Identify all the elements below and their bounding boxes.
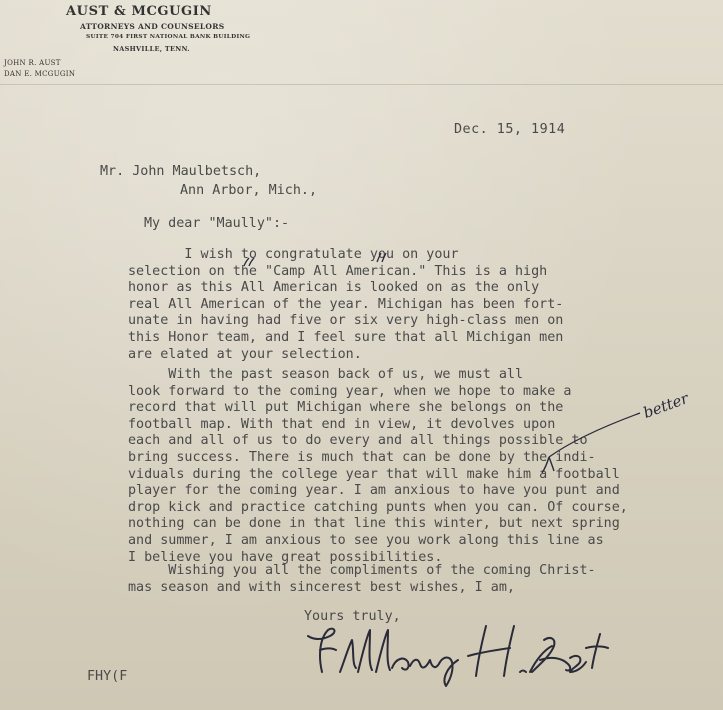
partner-name: JOHN R. AUST	[4, 59, 61, 67]
recipient-name: Mr. John Maulbetsch,	[100, 164, 262, 179]
firm-address: SUITE 704 FIRST NATIONAL BANK BUILDING	[86, 34, 251, 40]
partner-name: DAN E. MCGUGIN	[4, 70, 76, 78]
body-paragraph: Wishing you all the compliments of the coming Christ- mas season and with sincerest best wishes, I am,	[128, 563, 596, 595]
body-paragraph: With the past season back of us, we must all look forward to the coming year, when we hope to make a record that will put Michigan where she belongs on the football map. With that end in view, it devolves upon each and all of us to do every and all things possible to bring success. There is much that can be done by the indi- viduals during the college year that will make him a football player for the coming year. I am anxious to have you punt and drop kick and practice catching punts when you can. Of course, nothing can be done in that line this winter, but next spring and summer, I am anxious to see you work along this line as I believe you have great possibilities.	[128, 367, 628, 565]
signature	[300, 610, 610, 690]
firm-subtitle: ATTORNEYS AND COUNSELORS	[80, 22, 225, 31]
handwritten-correction: better	[640, 389, 691, 422]
letter-date: Dec. 15, 1914	[454, 122, 566, 137]
salutation: My dear "Maully":-	[144, 216, 290, 231]
closing: Yours truly,	[304, 609, 401, 624]
firm-name: AUST & MCGUGIN	[66, 4, 212, 19]
firm-city: NASHVILLE, TENN.	[113, 45, 190, 53]
body-paragraph: I wish to congratulate you on your selection on the "Camp All American." This is a high honor as this All American is looked on as the only real All American of the year. Michigan has been fort- unate in having had five or six very high-class men on this Honor team, and I feel sure that all Michigan men are elated at your selection.	[128, 247, 564, 362]
typist-initials: FHY(F	[87, 669, 128, 684]
recipient-location: Ann Arbor, Mich.,	[180, 183, 318, 198]
